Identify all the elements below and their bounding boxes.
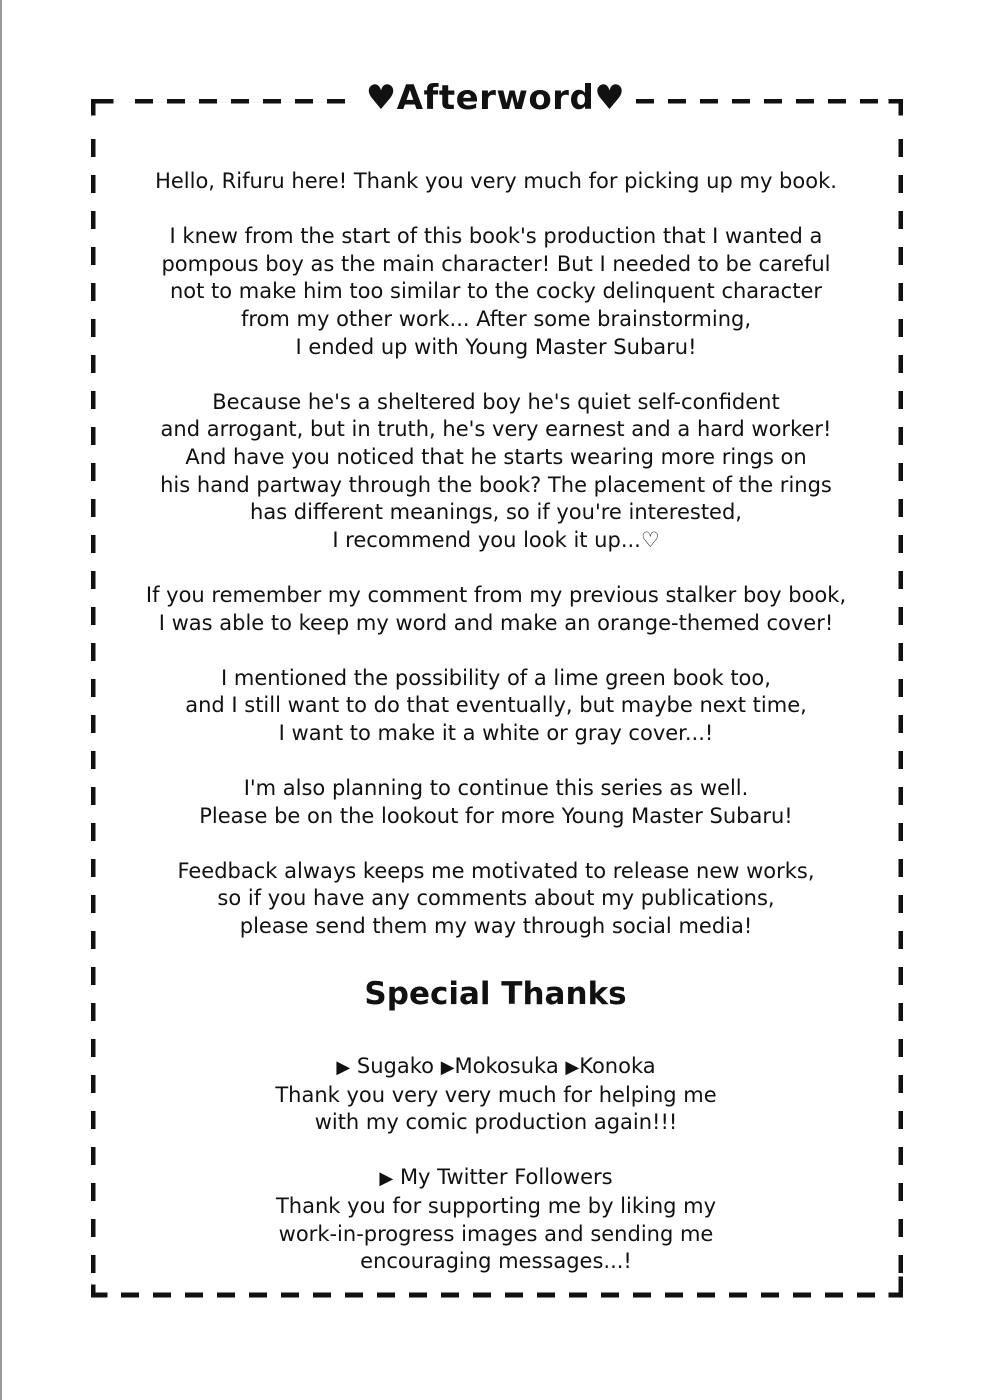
text-line: Feedback always keeps me motivated to release new works, — [177, 858, 815, 883]
paragraph-future-cover — [111, 665, 881, 748]
text-line: I want to make it a white or gray cover...! — [278, 720, 714, 745]
heart-icon-left: ♥ — [365, 78, 397, 118]
paragraph-series — [111, 775, 881, 830]
text-line: Thank you for supporting me by liking my — [275, 1193, 717, 1218]
text-line: If you remember my comment from my previous stalker boy book, — [145, 582, 847, 607]
text-line: I mentioned the possibility of a lime green book too, — [221, 665, 771, 690]
text-line: his hand partway through the book? The placement of the rings — [160, 472, 832, 497]
special-thanks-section — [111, 1053, 881, 1276]
paragraph-cover-color — [111, 582, 881, 637]
play-triangle-icon: ▶ — [565, 1057, 580, 1078]
assistant-names-line — [111, 1053, 881, 1082]
assistant-name: Mokosuka — [454, 1054, 559, 1078]
followers-name: My Twitter Followers — [399, 1165, 613, 1190]
play-triangle-icon: ▶ — [336, 1057, 351, 1078]
paragraph-greeting — [111, 168, 881, 196]
text-line: and arrogant, but in truth, he's very earnest and a hard worker! — [160, 417, 832, 442]
assistant-name: Sugako — [356, 1054, 435, 1078]
text-line: And have you noticed that he starts wearing more rings on — [185, 444, 807, 469]
afterword-body — [111, 168, 881, 968]
paragraph-feedback — [111, 858, 881, 941]
page-edge-line — [0, 0, 2, 1400]
play-triangle-icon: ▶ — [379, 1168, 394, 1190]
text-line: work-in-progress images and sending me — [278, 1221, 714, 1246]
text-line: has different meanings, so if you're interested, — [250, 500, 742, 525]
title-banner — [0, 78, 991, 118]
text-line: Hello, Rifuru here! Thank you very much for picking up my book. — [155, 169, 837, 193]
paragraph-character-concept — [111, 223, 881, 361]
assistant-name: Konoka — [579, 1054, 656, 1078]
text-line: I'm also planning to continue this series as well. — [243, 776, 749, 801]
title-text: Afterword — [396, 78, 595, 118]
text-line: I ended up with Young Master Subaru! — [295, 334, 697, 359]
text-line: please send them my way through social media! — [239, 914, 753, 939]
text-line: with my comic production again!!! — [314, 1110, 678, 1135]
text-line: pompous boy as the main character! But I needed to be careful — [161, 251, 831, 276]
paragraph-character-traits — [111, 389, 881, 555]
text-line: and I still want to do that eventually, but maybe next time, — [185, 693, 807, 718]
text-line: so if you have any comments about my publications, — [217, 886, 775, 911]
text-line: Please be on the lookout for more Young Master Subaru! — [199, 803, 793, 828]
text-line: I knew from the start of this book's production that I wanted a — [169, 224, 823, 249]
text-line: encouraging messages...! — [360, 1249, 632, 1274]
text-line: I was able to keep my word and make an orange-themed cover! — [158, 610, 834, 635]
heart-icon-right: ♥ — [594, 78, 626, 118]
text-line: I recommend you look it up...♡ — [332, 527, 660, 552]
text-line: from my other work... After some brainstorming, — [240, 306, 752, 331]
text-line: Because he's a sheltered boy he's quiet self-confident — [212, 389, 780, 414]
play-triangle-icon: ▶ — [440, 1057, 455, 1078]
text-line: Thank you very very much for helping me — [275, 1082, 717, 1107]
followers-line — [111, 1164, 881, 1193]
special-thanks-heading: Special Thanks — [364, 976, 627, 1012]
spacer — [111, 1137, 881, 1165]
text-line: not to make him too similar to the cocky delinquent character — [169, 279, 823, 304]
page-title — [358, 78, 634, 118]
